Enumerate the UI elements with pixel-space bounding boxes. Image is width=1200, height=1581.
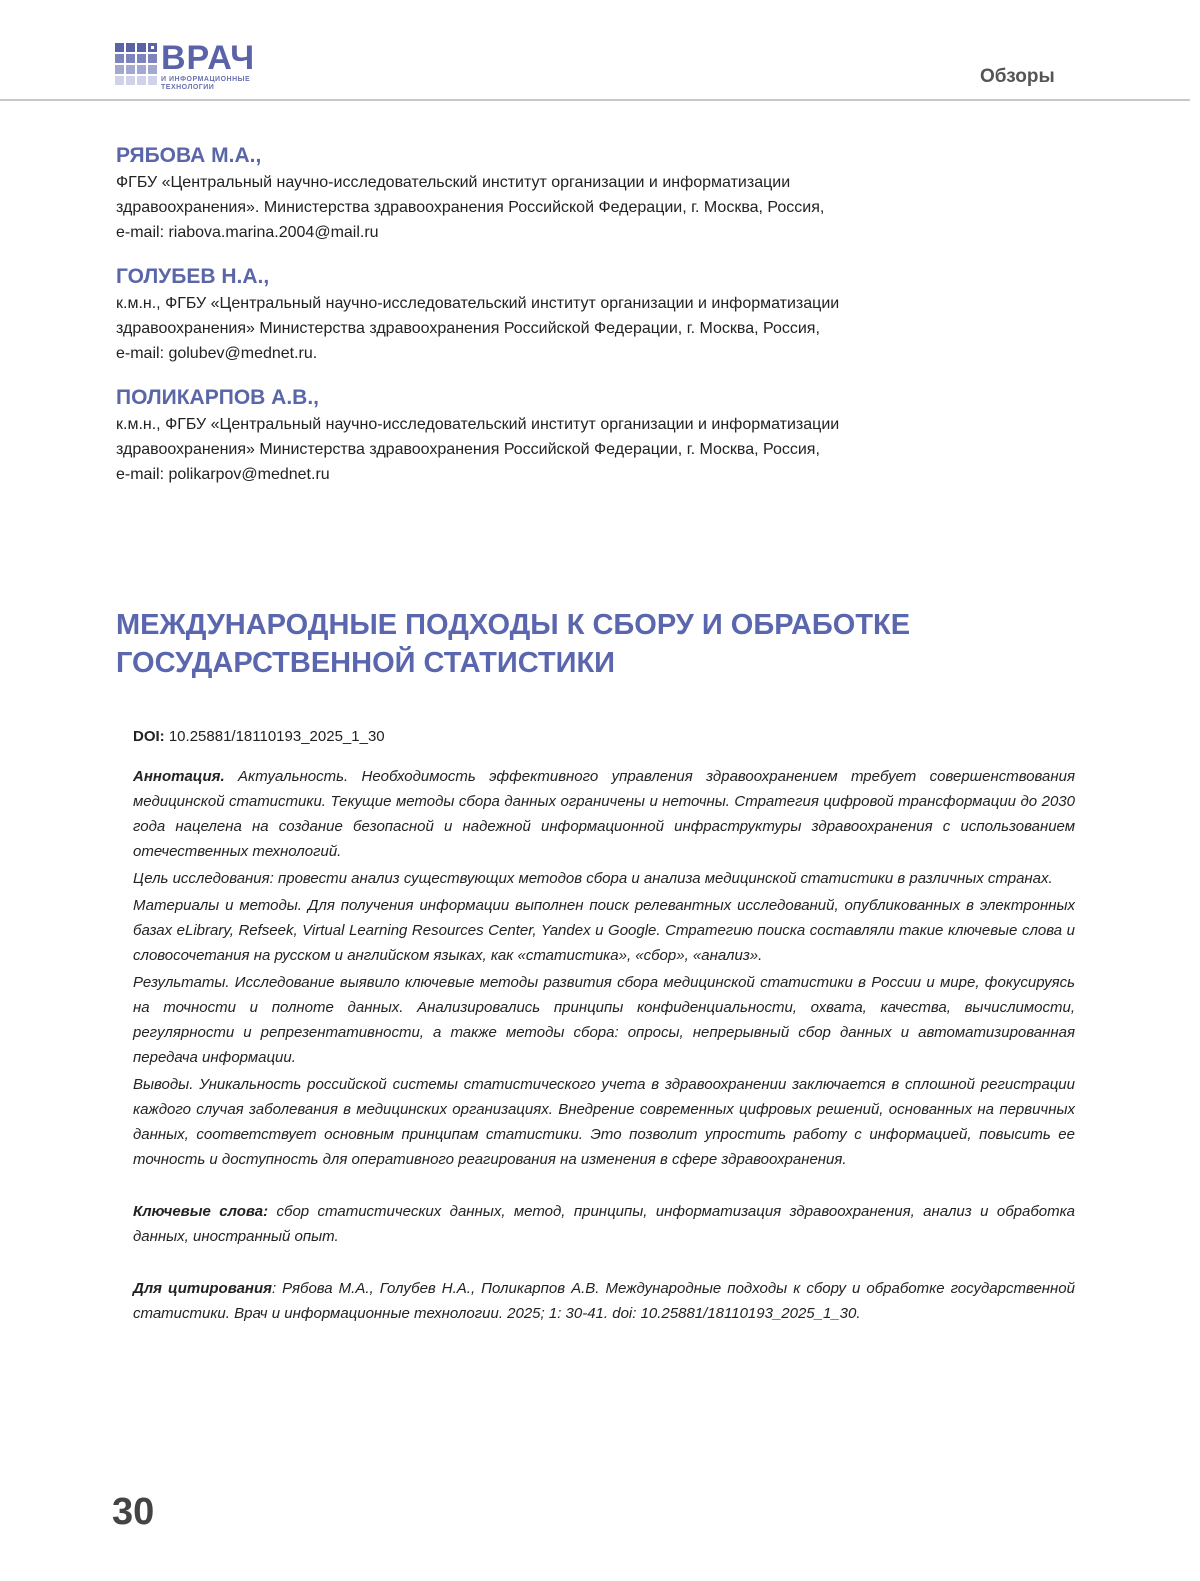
author-affiliation: здравоохранения» Министерства здравоохранения Российской Федерации, г. Москва, Россия, xyxy=(116,437,1066,462)
abstract-paragraph: Результаты. Исследование выявило ключевые методы развития сбора медицинской статистики в России и мире, фокусируясь на точности и полноте данных. Анализировались принципы конфиденциальности, охвата, качества, вычислимости, регулярности и репрезентативности, а также методы сбора: опросы, непрерывный сбор данных и автоматизированная передача информации. xyxy=(133,970,1075,1070)
author-email: e-mail: polikarpov@mednet.ru xyxy=(116,462,1066,487)
keywords xyxy=(133,1199,1075,1249)
keywords-text: сбор статистических данных, метод, принципы, информатизация здравоохранения, анализ и обработка данных, иностранный опыт. xyxy=(133,1203,1075,1245)
abstract-paragraph: Выводы. Уникальность российской системы статистического учета в здравоохранении заключается в сплошной регистрации каждого случая заболевания в медицинских организациях. Внедрение современных цифровых решений, основанных на первичных данных, соответствует основным принципам статистики. Это позволит упростить работу с информацией, повысить ее точность и доступность для оперативного реагирования на изменения в сфере здравоохранения. xyxy=(133,1072,1075,1172)
keywords-label: Ключевые слова: xyxy=(133,1203,268,1220)
author-name: ГОЛУБЕВ Н.А., xyxy=(116,263,1066,291)
citation-text: : Рябова М.А., Голубев Н.А., Поликарпов А.В. Международные подходы к сбору и обработке государственной статистики. Врач и информационные технологии. 2025; 1: 30-41. doi: 10.25881/18110193_2025_1_30. xyxy=(133,1280,1075,1322)
section-label: Обзоры xyxy=(980,66,1055,88)
author-name: ПОЛИКАРПОВ А.В., xyxy=(116,384,1066,412)
article-abstract-section xyxy=(133,724,1075,1328)
abstract-paragraph: Материалы и методы. Для получения информации выполнен поиск релевантных исследований, опубликованных в электронных базах eLibrary, Refseek, Virtual Learning Resources Center, Yandex и Google. Стратегию поиска составляли такие ключевые слова и словосочетания на русском и английском языках, как «статистика», «сбор», «анализ». xyxy=(133,893,1075,968)
abstract-paragraph: Цель исследования: провести анализ существующих методов сбора и анализа медицинской статистики в различных странах. xyxy=(133,866,1075,891)
author-block xyxy=(116,384,1066,487)
author-affiliation: здравоохранения» Министерства здравоохранения Российской Федерации, г. Москва, Россия, xyxy=(116,316,1066,341)
author-affiliation: ФГБУ «Центральный научно-исследовательский институт организации и информатизации xyxy=(116,170,1066,195)
author-block xyxy=(116,142,1066,245)
author-name: РЯБОВА М.А., xyxy=(116,142,1066,170)
author-block xyxy=(116,263,1066,366)
author-affiliation: здравоохранения». Министерства здравоохранения Российской Федерации, г. Москва, Россия, xyxy=(116,195,1066,220)
abstract-paragraph xyxy=(133,764,1075,864)
logo-subtitle: И ИНФОРМАЦИОННЫЕ xyxy=(161,76,255,84)
authors-list xyxy=(116,142,1066,505)
citation xyxy=(133,1276,1075,1326)
article-title: МЕЖДУНАРОДНЫЕ ПОДХОДЫ К СБОРУ И ОБРАБОТКЕ ГОСУДАРСТВЕННОЙ СТАТИСТИКИ xyxy=(116,606,1116,682)
header-divider xyxy=(0,99,1190,101)
page-number: 30 xyxy=(112,1490,154,1534)
doi-label: DOI: xyxy=(133,728,165,745)
abstract-label: Аннотация. xyxy=(133,768,225,785)
citation-label: Для цитирования xyxy=(133,1280,272,1297)
doi-value: 10.25881/18110193_2025_1_30 xyxy=(169,728,385,745)
logo-title: ВРАЧ xyxy=(161,40,255,76)
author-affiliation: к.м.н., ФГБУ «Центральный научно-исследовательский институт организации и информатизации xyxy=(116,291,1066,316)
abstract-text: Актуальность. Необходимость эффективного управления здравоохранением требует совершенствования медицинской статистики. Текущие методы сбора данных ограничены и неточны. Стратегия цифровой трансформации до 2030 года нацелена на создание безопасной и надежной информационной инфраструктуры здравоохранения с использованием отечественных технологий. xyxy=(133,768,1075,860)
author-email: e-mail: golubev@mednet.ru. xyxy=(116,341,1066,366)
logo-subtitle: ТЕХНОЛОГИИ xyxy=(161,84,255,92)
author-affiliation: к.м.н., ФГБУ «Центральный научно-исследовательский институт организации и информатизации xyxy=(116,412,1066,437)
author-email: e-mail: riabova.marina.2004@mail.ru xyxy=(116,220,1066,245)
logo-grid-icon xyxy=(115,43,157,85)
doi-line xyxy=(133,724,1075,749)
journal-logo xyxy=(115,40,255,92)
